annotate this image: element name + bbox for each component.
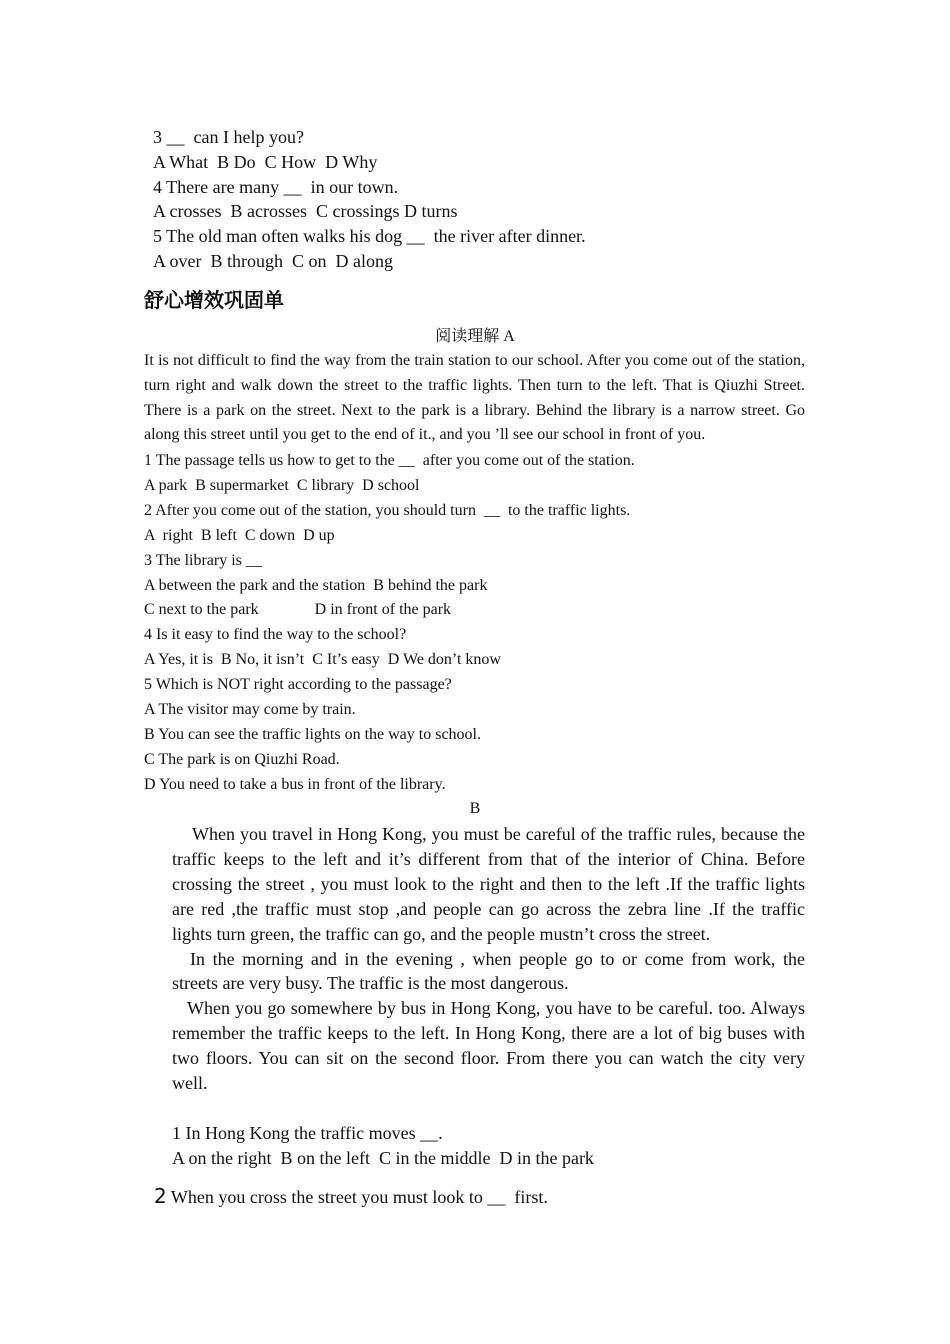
reading-b-question-2 [154,1182,548,1211]
options-line: A between the park and the station B behind the park [144,576,488,594]
options-line: C next to the park D in front of the park [144,601,452,619]
question-line: 3 __ can I help you? [153,127,304,147]
options-line: A on the right B on the left C in the middle D in the park [172,1147,594,1168]
reading-a-questions [144,449,805,798]
options-line: C The park is on Qiuzhi Road. [144,750,340,768]
reading-b-questions [172,1121,805,1171]
options-line: A over B through C on D along [153,250,393,271]
question-line: 4 There are many __ in our town. [153,176,399,197]
reading-a-passage: It is not difficult to find the way from the train station to our school. After you come out of the station, turn right and walk down the street to the traffic lights. Then turn to the left. That is Qiuzhi Street. There is a park on the street. Next to the park is a library. Behind the library is a narrow street. Go along this street until you get to the end of it., and you ’ll see our school in front of you. [144,352,805,444]
options-line: A What B Do C How D Why [153,151,378,172]
top-question-list [153,125,833,274]
question-line: 2 After you come out of the station, you should turn __ to the traffic lights. [144,501,631,519]
question-line: 1 The passage tells us how to get to the __ after you come out of the station. [144,452,635,469]
passage-paragraph: In the morning and in the evening , when people go to or come from work, the streets are very busy. The traffic is the most dangerous. [172,948,805,994]
reading-b-title: B [469,800,481,817]
question-text: When you cross the street you must look to __ first. [166,1187,548,1207]
question-line: 3 The library is __ [144,551,262,569]
passage-paragraph: When you go somewhere by bus in Hong Kong, you have to be careful. too. Always remember the traffic keeps to the left. In Hong Kong, there are a lot of big buses with two floors. You can sit on the second floor. From there you can watch the city very well. [172,998,805,1094]
options-line: A park B supermarket C library D school [144,476,420,494]
passage-paragraph: When you travel in Hong Kong, you must be careful of the traffic rules, because the traffic keeps to the left and it’s different from that of the interior of China. Before crossing the street , you must look to the right and then to the left .If the traffic lights are red ,the traffic must stop ,and people can go across the zebra line .If the traffic lights turn green, the traffic can go, and the people mustn’t cross the street. [172,824,805,944]
options-line: A right B left C down D up [144,526,335,544]
question-line: 1 In Hong Kong the traffic moves __. [172,1123,443,1143]
question-line: 4 Is it easy to find the way to the school? [144,626,407,644]
reading-a-title: 阅读理解 A [435,328,515,345]
options-line: A Yes, it is B No, it isn’t C It’s easy D We don’t know [144,651,501,669]
section-heading: 舒心增效巩固单 [144,288,284,312]
reading-b-passage [172,822,805,1096]
question-line: 5 Which is NOT right according to the passage? [144,676,452,694]
options-line: A The visitor may come by train. [144,701,356,719]
options-line: A crosses B acrosses C crossings D turns [153,201,458,222]
question-number: 2 [154,1184,167,1208]
question-line: 5 The old man often walks his dog __ the river after dinner. [153,226,586,247]
options-line: B You can see the traffic lights on the way to school. [144,725,481,743]
options-line: D You need to take a bus in front of the library. [144,775,446,793]
